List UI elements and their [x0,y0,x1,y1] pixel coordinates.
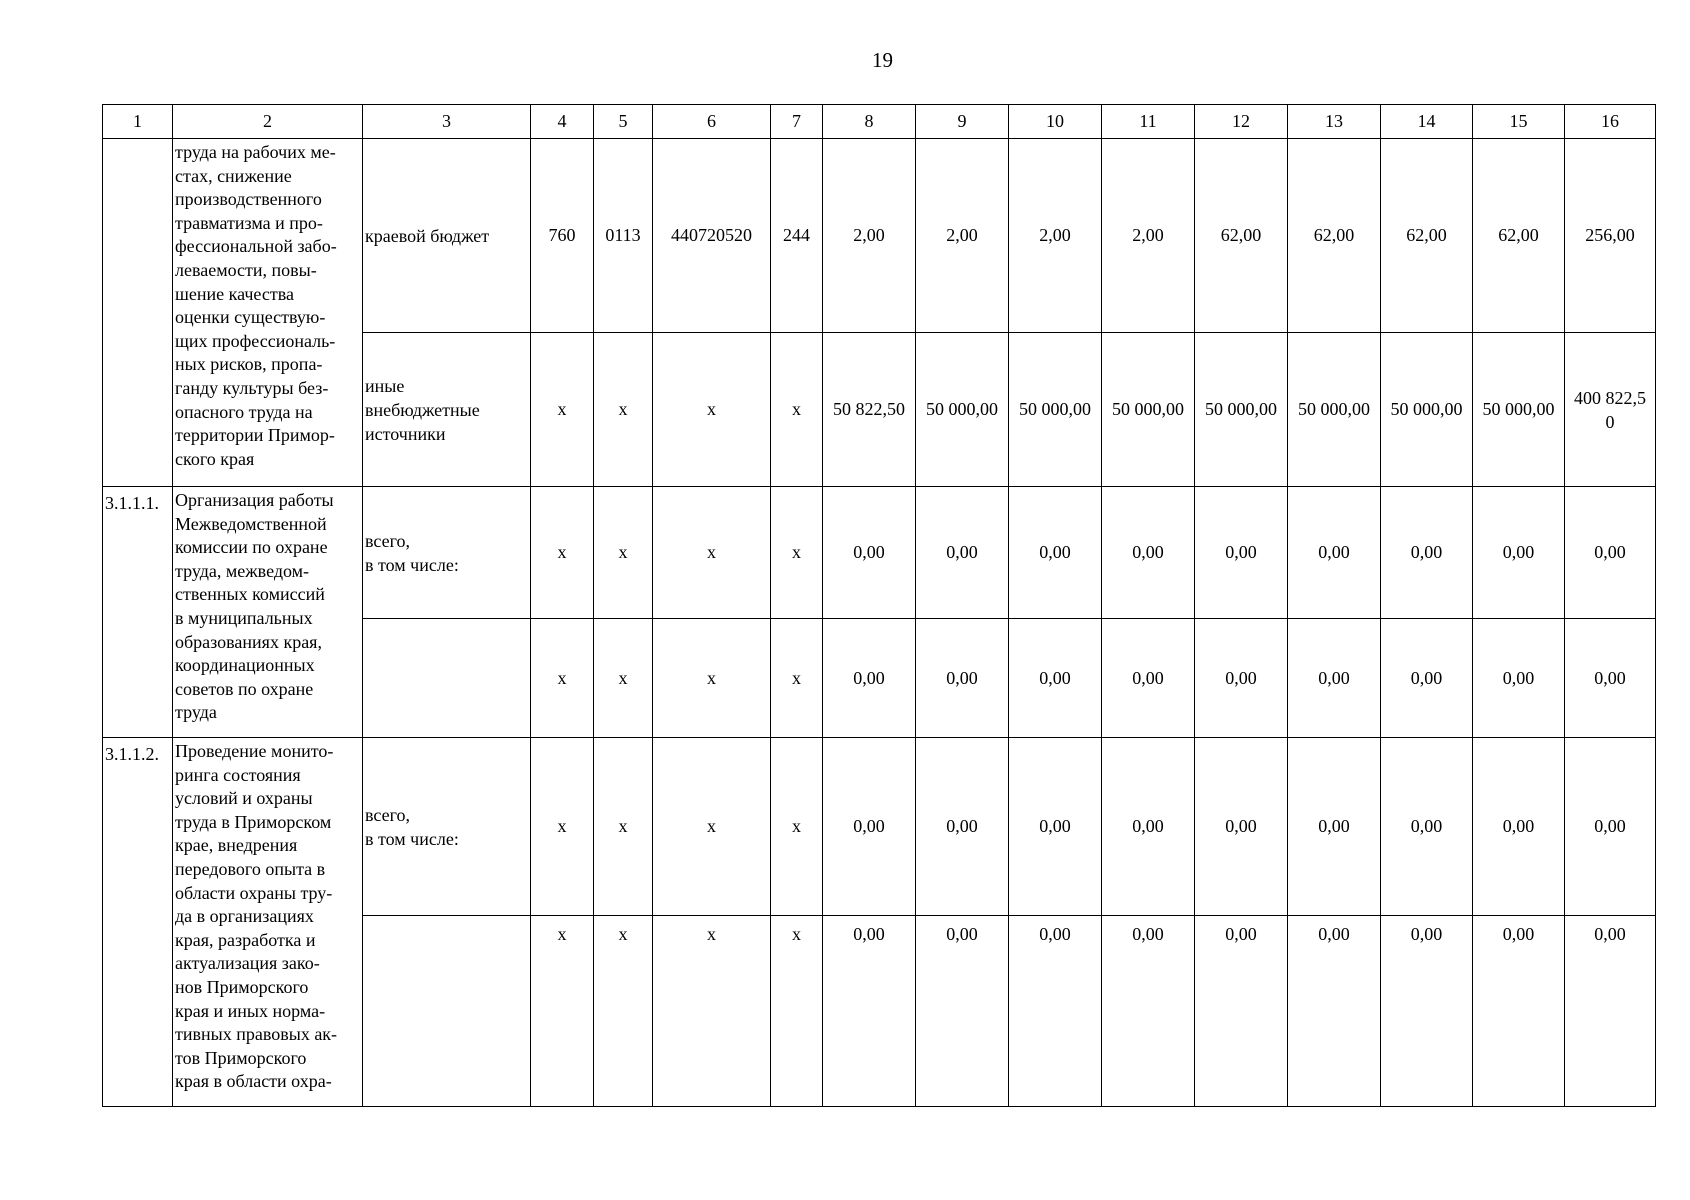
value-cell: 50 000,00 [1288,333,1381,487]
value-cell: 50 000,00 [916,333,1009,487]
header-cell: 15 [1473,105,1565,139]
value-cell: 0,00 [916,619,1009,738]
value-cell: х [771,619,823,738]
value-cell: х [594,619,653,738]
value-cell: 0,00 [1288,738,1381,916]
funding-source-cell: всего, в том числе: [363,738,531,916]
measure-name-cell: Проведение монито- ринга состояния условий и охраны труда в Приморском крае, внедрения передового опыта в области охраны тру- да в организациях края, разработка и актуализация зако- нов Приморского края и иных норма- тивных правовых ак- тов Приморского края в области охра- [173,738,363,1107]
budget-table [102,104,1656,1107]
value-cell: 0,00 [1195,619,1288,738]
value-cell: 62,00 [1288,139,1381,333]
funding-source-cell: краевой бюджет [363,139,531,333]
measure-number-cell: 3.1.1.1. [103,487,173,738]
value-cell: 0,00 [823,487,916,619]
value-cell: х [531,333,594,487]
header-cell: 4 [531,105,594,139]
value-cell: 0,00 [1381,487,1473,619]
value-cell: 0,00 [1009,916,1102,1107]
total-cell: 0,00 [1565,916,1656,1107]
value-cell: 50 000,00 [1102,333,1195,487]
value-cell: 0,00 [1009,487,1102,619]
value-cell: х [771,916,823,1107]
value-cell: 62,00 [1381,139,1473,333]
header-cell: 5 [594,105,653,139]
header-cell: 12 [1195,105,1288,139]
header-cell: 7 [771,105,823,139]
value-cell: 0,00 [1288,487,1381,619]
measure-name-cell: труда на рабочих ме- стах, снижение производственного травматизма и про- фессиональной забо- леваемости, повы- шение качества оценки существую- щих профессиональ- ных рисков, пропа- ганду культуры без- опасного труда на территории Примор- ского края [173,139,363,487]
total-cell: 0,00 [1565,487,1656,619]
value-cell: 0,00 [1381,619,1473,738]
value-cell: х [531,738,594,916]
value-cell: 2,00 [1009,139,1102,333]
total-cell: 0,00 [1565,738,1656,916]
value-cell: 62,00 [1195,139,1288,333]
value-cell: 760 [531,139,594,333]
value-cell: 50 000,00 [1473,333,1565,487]
value-cell: х [594,487,653,619]
header-cell: 3 [363,105,531,139]
total-cell: 400 822,5 0 [1565,333,1656,487]
value-cell: 0,00 [1102,487,1195,619]
value-cell: х [531,487,594,619]
value-cell: 50 000,00 [1381,333,1473,487]
header-cell: 14 [1381,105,1473,139]
value-cell: 440720520 [653,139,771,333]
value-cell: 0,00 [1009,619,1102,738]
value-cell: 0,00 [1288,619,1381,738]
value-cell: 0,00 [916,487,1009,619]
value-cell: х [653,619,771,738]
value-cell: 50 822,50 [823,333,916,487]
value-cell: х [653,916,771,1107]
value-cell: х [653,738,771,916]
value-cell: х [531,916,594,1107]
value-cell: х [653,333,771,487]
value-cell: 0,00 [1473,619,1565,738]
header-cell: 1 [103,105,173,139]
measure-number-cell: 3.1.1.2. [103,738,173,1107]
value-cell: 0,00 [1473,738,1565,916]
value-cell: 0,00 [1288,916,1381,1107]
header-cell: 16 [1565,105,1656,139]
header-row [103,105,1656,139]
value-cell: 62,00 [1473,139,1565,333]
funding-source-cell: иные внебюджетные источники [363,333,531,487]
page-number: 19 [872,48,893,72]
value-cell: 0,00 [1381,916,1473,1107]
value-cell: 0,00 [1102,619,1195,738]
value-cell: х [771,487,823,619]
measure-name-cell: Организация работы Межведомственной комиссии по охране труда, межведом- ственных комиссий в муниципальных образованиях края, координационных советов по охране труда [173,487,363,738]
value-cell: 0,00 [1009,738,1102,916]
value-cell: 0,00 [1195,916,1288,1107]
value-cell: х [594,916,653,1107]
value-cell: х [594,738,653,916]
header-cell: 9 [916,105,1009,139]
measure-number-cell [103,139,173,487]
value-cell: 0,00 [1102,738,1195,916]
value-cell: 50 000,00 [1195,333,1288,487]
header-cell: 6 [653,105,771,139]
value-cell: 0,00 [1102,916,1195,1107]
value-cell: 0,00 [1195,738,1288,916]
funding-source-cell [363,916,531,1107]
value-cell: 0,00 [823,916,916,1107]
value-cell: 0,00 [823,619,916,738]
value-cell: 2,00 [916,139,1009,333]
value-cell: х [594,333,653,487]
header-cell: 2 [173,105,363,139]
value-cell: 0,00 [823,738,916,916]
value-cell: 0,00 [1195,487,1288,619]
value-cell: 0,00 [1473,916,1565,1107]
table-row [103,738,1656,916]
header-cell: 10 [1009,105,1102,139]
table-row [103,139,1656,333]
value-cell: 0,00 [1381,738,1473,916]
table-row [103,487,1656,619]
value-cell: х [653,487,771,619]
total-cell: 0,00 [1565,619,1656,738]
header-cell: 11 [1102,105,1195,139]
value-cell: 0,00 [1473,487,1565,619]
header-cell: 8 [823,105,916,139]
value-cell: 2,00 [823,139,916,333]
value-cell: 0,00 [916,916,1009,1107]
value-cell: 2,00 [1102,139,1195,333]
value-cell: 0113 [594,139,653,333]
total-cell: 256,00 [1565,139,1656,333]
value-cell: х [771,738,823,916]
value-cell: 50 000,00 [1009,333,1102,487]
value-cell: х [531,619,594,738]
value-cell: 0,00 [916,738,1009,916]
funding-source-cell [363,619,531,738]
value-cell: 244 [771,139,823,333]
value-cell: х [771,333,823,487]
funding-source-cell: всего, в том числе: [363,487,531,619]
header-cell: 13 [1288,105,1381,139]
